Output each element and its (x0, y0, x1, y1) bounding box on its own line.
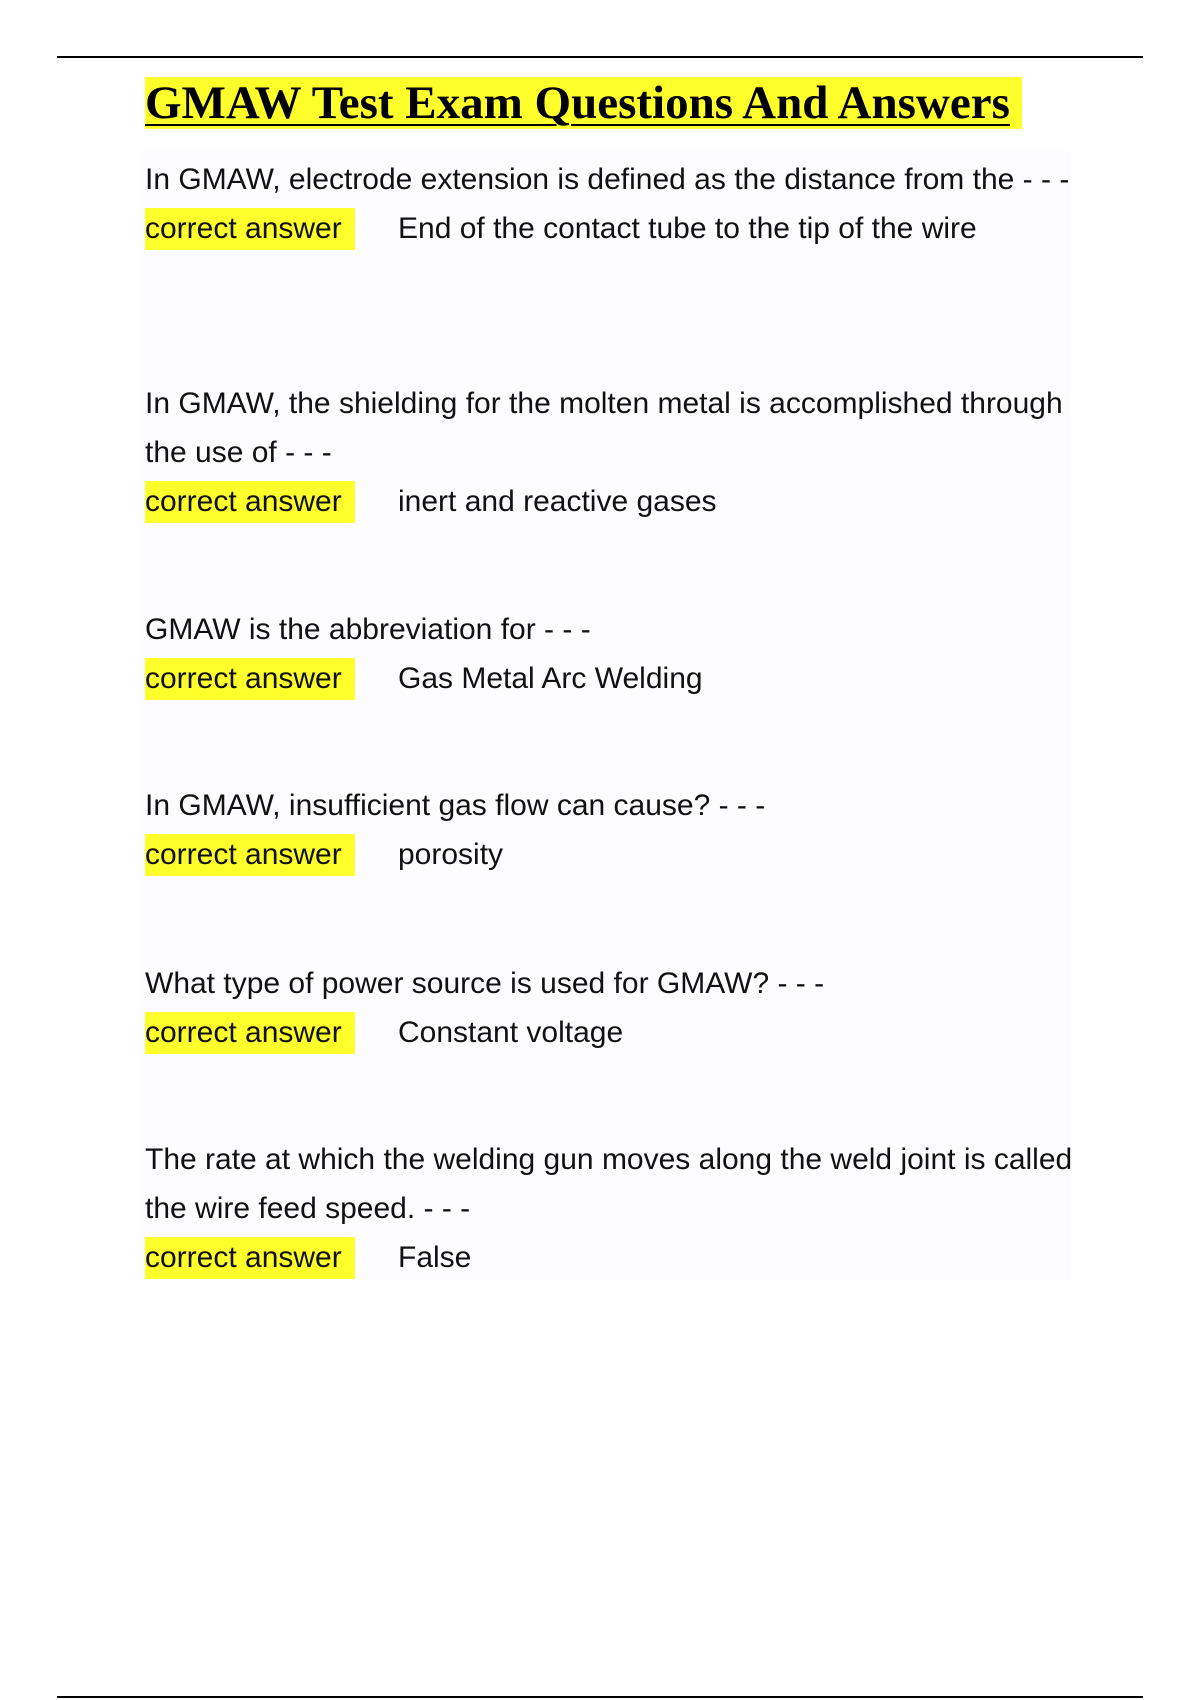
correct-answer-label: correct answer (145, 1237, 355, 1279)
footer-rule (57, 1696, 1143, 1698)
correct-answer-label: correct answer (145, 658, 355, 700)
question-text: GMAW is the abbreviation for - - - (145, 613, 591, 646)
answer-text: Constant voltage (398, 1016, 624, 1049)
question-text: In GMAW, the shielding for the molten metal is accomplished through the use of - - - (145, 387, 1063, 469)
answer-row (145, 830, 1085, 879)
qa-item (145, 379, 1085, 526)
document-title: GMAW Test Exam Questions And Answers (145, 71, 1022, 135)
answer-row (145, 204, 1085, 253)
answer-text: Gas Metal Arc Welding (398, 662, 703, 695)
answer-text: End of the contact tube to the tip of the wire (398, 212, 977, 245)
header-rule (57, 56, 1143, 58)
answer-row (145, 1233, 1085, 1282)
qa-item (145, 155, 1085, 253)
page-background (140, 150, 1070, 1280)
correct-answer-label: correct answer (145, 834, 355, 876)
question-text: In GMAW, insufficient gas flow can cause? - - - (145, 789, 766, 822)
answer-row (145, 1008, 1085, 1057)
answer-text: porosity (398, 838, 504, 871)
qa-item (145, 1135, 1085, 1282)
question-text: The rate at which the welding gun moves along the weld joint is called the wire feed speed. - - - (145, 1143, 1073, 1225)
question-text: What type of power source is used for GMAW? - - - (145, 967, 825, 1000)
answer-row (145, 654, 1085, 703)
answer-text: False (398, 1241, 472, 1274)
correct-answer-label: correct answer (145, 481, 355, 523)
qa-item (145, 605, 1085, 703)
qa-item (145, 959, 1085, 1057)
answer-text: inert and reactive gases (398, 485, 717, 518)
correct-answer-label: correct answer (145, 208, 355, 250)
question-text: In GMAW, electrode extension is defined as the distance from the - - - (145, 163, 1070, 196)
qa-item (145, 781, 1085, 879)
answer-row (145, 477, 1085, 526)
correct-answer-label: correct answer (145, 1012, 355, 1054)
